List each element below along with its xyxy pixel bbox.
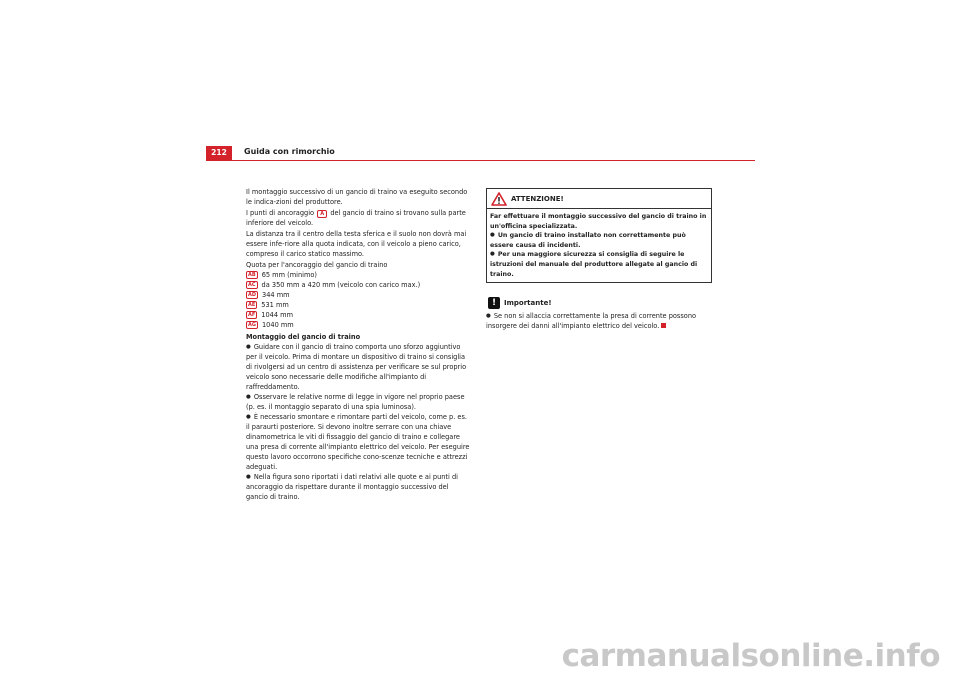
- figure-tag-a: A: [317, 210, 327, 218]
- important-title: Importante!: [504, 299, 552, 308]
- quota-list: [246, 270, 470, 330]
- anchor-paragraph: [246, 208, 470, 228]
- figure-tag: AB: [248, 272, 256, 278]
- header-rule: [206, 160, 755, 161]
- figure-tag: AD: [248, 292, 257, 298]
- exclamation-icon: !: [488, 297, 500, 309]
- quota-item: [246, 290, 470, 300]
- quota-item: [246, 270, 470, 280]
- warning-header: [487, 189, 711, 209]
- important-header: [486, 296, 712, 310]
- watermark: carmanualsonline.info: [561, 638, 940, 674]
- figure-tag: AE: [248, 302, 256, 308]
- warning-triangle-icon: [491, 192, 507, 206]
- end-square-icon: [661, 323, 666, 328]
- bullet-item: ● Osservare le relative norme di legge in vigore nel proprio paese (p. es. il montaggio separato di una spia luminosa).: [246, 392, 470, 412]
- page-header: [206, 146, 755, 160]
- warning-box: [486, 188, 712, 283]
- quota-value: 65 mm (minimo): [261, 271, 317, 279]
- figure-tag: AG: [248, 322, 256, 328]
- quota-item: [246, 310, 470, 320]
- warning-bullet: ● Un gancio di traino installato non correttamente può essere causa di incidenti.: [490, 231, 707, 250]
- right-column: [486, 188, 712, 331]
- quota-item: [246, 320, 470, 330]
- quota-value: da 350 mm a 420 mm (veicolo con carico max.): [261, 281, 421, 289]
- important-text: ● Se non si allaccia correttamente la presa di corrente possono insorgere dei danni all'impianto elettrico del veicolo.: [486, 312, 696, 330]
- quota-item: [246, 300, 470, 310]
- left-column: [246, 187, 470, 502]
- anchor-text-start: I punti di ancoraggio: [246, 209, 315, 217]
- section-subheading: Montaggio del gancio di traino: [246, 333, 361, 341]
- bullet-item: ● Guidare con il gancio di traino comporta uno sforzo aggiuntivo per il veicolo. Prima di montare un dispositivo di traino si consiglia di rivolgersi ad un centro di assistenza per verificare se sul proprio veicolo sono necessarie delle modifiche all'impianto di raffreddamento.: [246, 342, 470, 392]
- warning-bullet: ● Per una maggiore sicurezza si consiglia di seguire le istruzioni del manuale del produttore allegate al gancio di traino.: [490, 250, 707, 279]
- quota-value: 1044 mm: [261, 311, 294, 319]
- quota-item: [246, 280, 470, 290]
- anchor-text-end: del gancio di traino si trovano sulla parte inferiore del veicolo.: [246, 209, 466, 227]
- warning-intro: Far effettuare il montaggio successivo del gancio di traino in un'officina specializzata.: [490, 213, 707, 230]
- page-number: 212: [206, 146, 232, 160]
- figure-tag: AC: [248, 282, 256, 288]
- distance-paragraph: La distanza tra il centro della testa sferica e il suolo non dovrà mai essere infe-riore alla quota indicata, con il veicolo a pieno carico, compreso il carico statico massimo.: [246, 230, 467, 258]
- quota-value: 531 mm: [261, 301, 289, 309]
- warning-title: ATTENZIONE!: [511, 195, 564, 203]
- warning-body: [487, 209, 711, 282]
- quota-value: 344 mm: [262, 291, 290, 299]
- important-body: [486, 311, 712, 331]
- quota-heading: Quota per l'ancoraggio del gancio di traino: [246, 261, 388, 269]
- bullet-item: ● Nella figura sono riportati i dati relativi alle quote e ai punti di ancoraggio da rispettare durante il montaggio successivo del gancio di traino.: [246, 472, 470, 502]
- chapter-title: Guida con rimorchio: [244, 147, 335, 156]
- figure-tag: AF: [248, 312, 256, 318]
- bullet-item: ● È necessario smontare e rimontare parti del veicolo, come p. es. il paraurti posteriore. Si devono inoltre serrare con una chiave dinamometrica le viti di fissaggio del gancio di traino e collegare una presa di corrente all'impianto elettrico del veicolo. Per eseguire questo lavoro occorrono specifiche cono-scenze tecniche e attrezzi adeguati.: [246, 412, 470, 472]
- quota-value: 1040 mm: [261, 321, 294, 329]
- intro-paragraph: Il montaggio successivo di un gancio di traino va eseguito secondo le indica-zioni del produttore.: [246, 188, 468, 206]
